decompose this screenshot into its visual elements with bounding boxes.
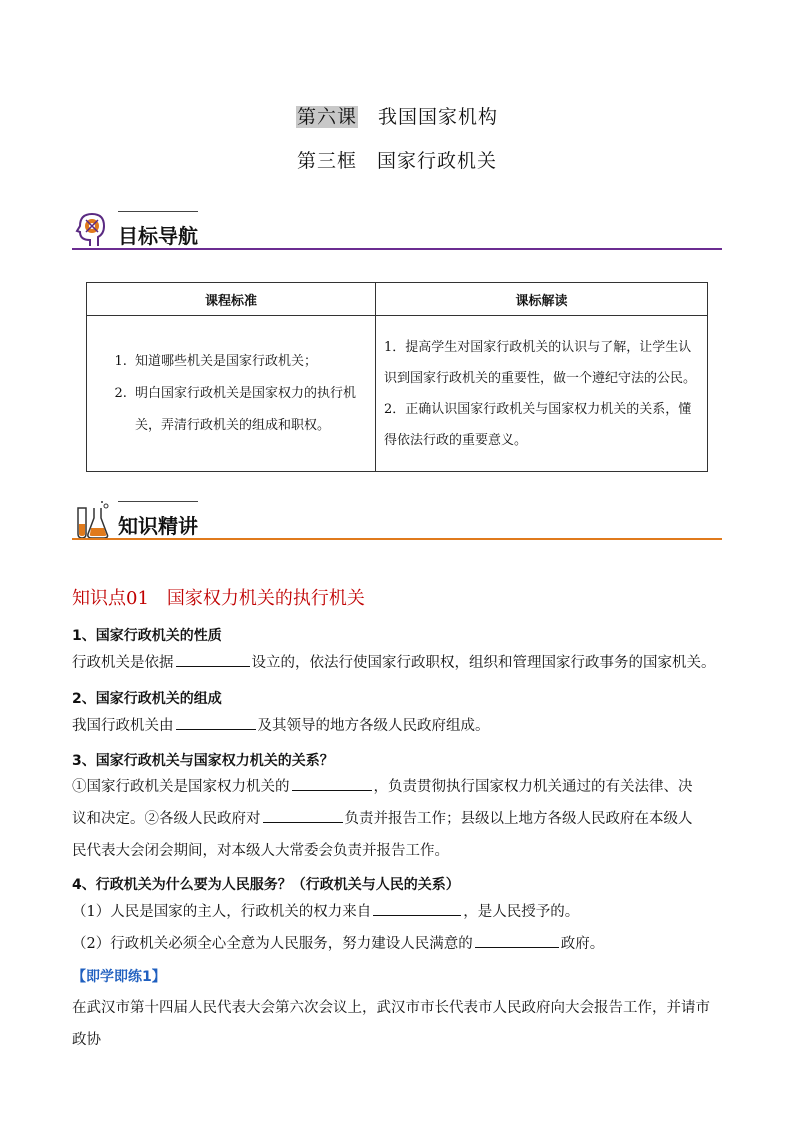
- goal-section-rule: [72, 248, 722, 250]
- practice-text: 在武汉市第十四届人民代表大会第六次会议上，武汉市市长代表市人民政府向大会报告工作，并请市政协: [72, 1000, 710, 1048]
- interpretation-item: 2．正确认识国家行政机关与国家权力机关的关系，懂得依法行政的重要意义。: [384, 401, 692, 448]
- section-label: 第三框: [296, 150, 357, 172]
- q3-text: ①国家行政机关是国家权力机关的 ，负责贯彻执行国家权力机关通过的有关法律、决 议和决定。②各级人民政府对 负责并报告工作；县级以上地方各级人民政府在本级人 民代表大会闭会期间，对本级人大常委会负责并报告工作。: [72, 771, 722, 867]
- knowledge-section-rule: [72, 538, 722, 540]
- col-header-standards: 课程标准: [87, 283, 376, 316]
- fill-blank[interactable]: [292, 774, 372, 791]
- goal-section-header: [72, 210, 722, 258]
- col-header-interpretation: 课标解读: [376, 283, 708, 316]
- q4-heading: 4、行政机关为什么要为人民服务？（行政机关与人民的关系）: [72, 877, 460, 893]
- q1-text: 行政机关是依据 设立的，依法行使国家行政职权，组织和管理国家行政事务的国家机关。: [72, 647, 722, 679]
- q2-text: 我国行政机关由 及其领导的地方各级人民政府组成。: [72, 710, 722, 742]
- practice-label: 【即学即练1】: [72, 969, 166, 985]
- lesson-label: 第六课: [296, 106, 357, 128]
- standards-cell: [87, 316, 376, 472]
- interpretation-cell: [376, 316, 708, 472]
- interpretation-item: 1．提高学生对国家行政机关的认识与了解，让学生认识到国家行政机关的重要性，做一个遵纪守法的公民。: [384, 339, 697, 386]
- flask-icon: [72, 500, 112, 540]
- fill-blank[interactable]: [176, 650, 250, 667]
- fill-blank[interactable]: [263, 806, 343, 823]
- fill-blank[interactable]: [373, 899, 461, 916]
- lesson-title-line: [0, 102, 794, 129]
- goal-section-title: 目标导航: [118, 224, 198, 248]
- knowledge-section-header: [72, 500, 722, 548]
- section-title-line: [0, 146, 794, 173]
- knowledge-point-name: 国家权力机关的执行机关: [166, 588, 365, 609]
- fill-blank[interactable]: [176, 713, 256, 730]
- standards-table: [86, 282, 708, 472]
- knowledge-section-title: 知识精讲: [118, 514, 198, 538]
- standard-item: 2. 明白国家行政机关是国家权力的执行机关，弄清行政机关的组成和职权。: [131, 378, 375, 442]
- q3-heading: 3、国家行政机关与国家权力机关的关系？: [72, 753, 334, 769]
- q2-heading: 2、国家行政机关的组成: [72, 691, 222, 707]
- section-title: 国家行政机关: [377, 150, 498, 172]
- q4-text: （1）人民是国家的主人，行政机关的权力来自 ，是人民授予的。 （2）行政机关必须全心全意为人民服务，努力建设人民满意的 政府。: [72, 896, 722, 960]
- lesson-title: 我国国家机构: [378, 106, 499, 128]
- q1-heading: 1、国家行政机关的性质: [72, 628, 222, 644]
- standard-item: 1. 知道哪些机关是国家行政机关；: [131, 346, 375, 378]
- knowledge-point-number: 知识点01: [72, 588, 149, 609]
- brain-head-icon: [72, 210, 112, 250]
- fill-blank[interactable]: [475, 931, 559, 948]
- knowledge-point-title: [72, 584, 365, 610]
